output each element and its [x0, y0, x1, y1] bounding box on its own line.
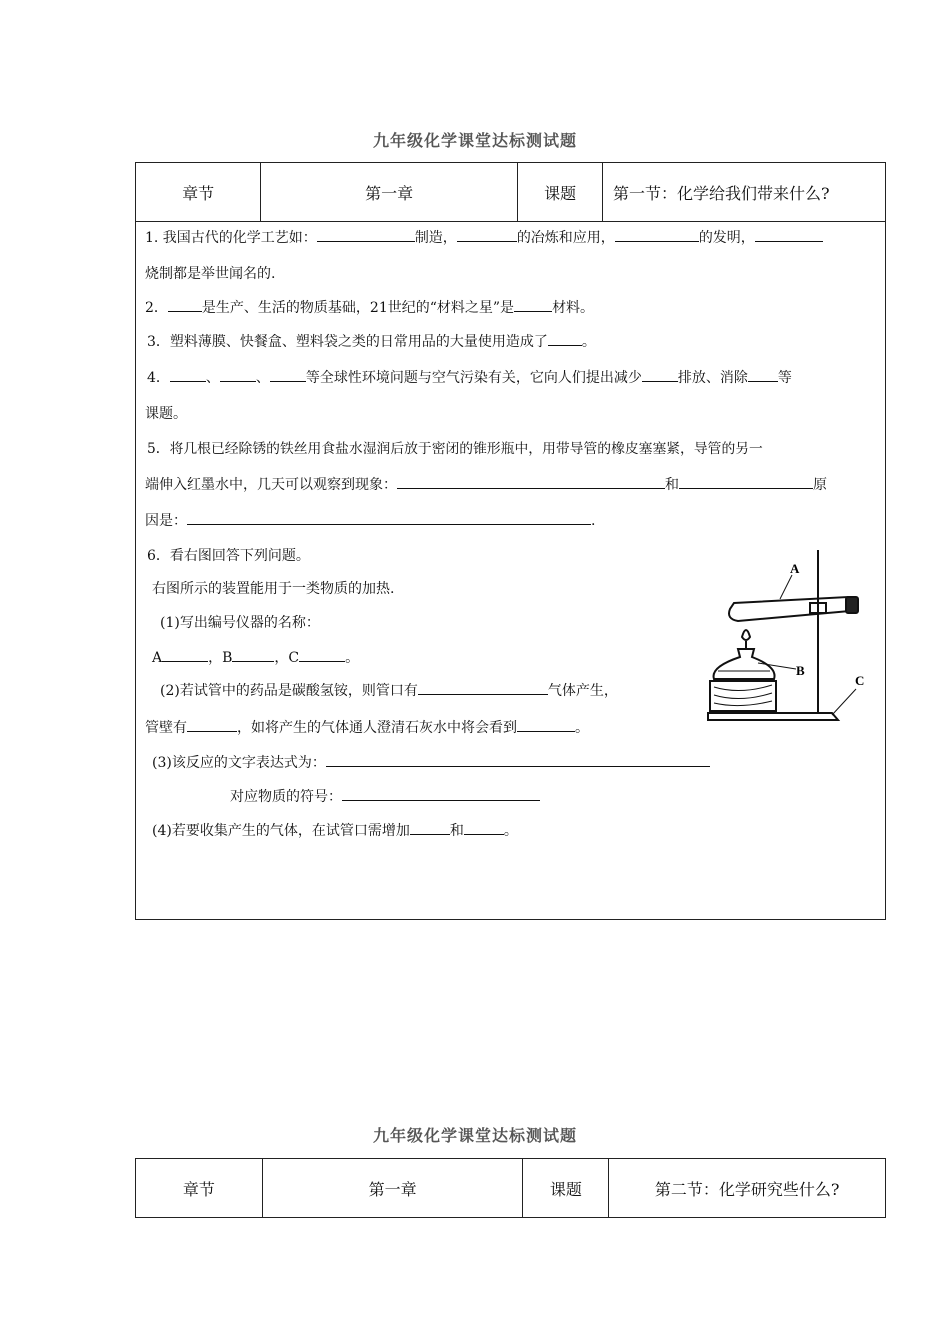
- q6-text: 。: [345, 650, 360, 666]
- label-a: A: [790, 561, 800, 576]
- header-table-1: [135, 162, 886, 222]
- blank: [464, 820, 504, 835]
- q4-text: 4．: [147, 370, 170, 386]
- question-6-intro: 右图所示的装置能用于一类物质的加热.: [152, 581, 395, 597]
- wooden-block: [710, 681, 776, 711]
- topic-value: 第一节：化学给我们带来什么?: [603, 163, 886, 222]
- q4-text: 排放、消除: [677, 370, 748, 386]
- question-6-part-2-line-1: [160, 680, 618, 700]
- question-6-part-3: [152, 752, 710, 772]
- tube-stopper: [846, 597, 858, 613]
- blank: [418, 680, 548, 695]
- blank: [299, 647, 345, 662]
- flame: [742, 630, 750, 640]
- blank: [642, 367, 678, 382]
- question-6-part-1: (1)写出编号仪器的名称：: [160, 615, 320, 631]
- q2-text: 材料。: [552, 300, 595, 316]
- q3-text: 3．塑料薄膜、快餐盒、塑料袋之类的日常用品的大量使用造成了: [147, 334, 548, 350]
- q6-text: (2)若试管中的药品是碳酸氢铵，则管口有: [160, 683, 418, 699]
- blank: [220, 367, 256, 382]
- q6-text: 。: [575, 720, 589, 736]
- header-table-2: [135, 1158, 886, 1218]
- q6-text: 管壁有: [145, 720, 187, 736]
- question-5-line-2: [145, 474, 827, 494]
- blank: [232, 647, 274, 662]
- q5-text: 和: [665, 477, 679, 493]
- blank: [755, 227, 823, 242]
- document-title: 九年级化学课堂达标测试题: [372, 131, 577, 150]
- q5-text: 原: [813, 477, 827, 493]
- question-5-line-3: [145, 510, 595, 530]
- chapter-label: 章节: [136, 1159, 263, 1218]
- blank: [748, 367, 778, 382]
- question-6-part-2-line-2: [145, 717, 589, 737]
- blank: [162, 647, 208, 662]
- q6-text: ，B: [208, 650, 233, 666]
- q1-text: 1. 我国古代的化学工艺如：: [145, 230, 317, 246]
- question-4-line-1: [147, 367, 792, 387]
- blank: [170, 367, 206, 382]
- q6-text: ，如将产生的气体通人澄清石灰水中将会看到: [237, 720, 517, 736]
- q2-text: 2．: [145, 300, 168, 316]
- blank: [326, 752, 710, 767]
- q6-text: A: [152, 650, 163, 666]
- blank: [187, 510, 591, 525]
- q6-text: ，C: [274, 650, 300, 666]
- q6-text: 和: [449, 823, 464, 839]
- q4-text: 等: [777, 370, 792, 386]
- blank: [397, 474, 665, 489]
- q5-text: .: [591, 513, 596, 529]
- q6-text: (4)若要收集产生的气体，在试管口需增加: [152, 823, 410, 839]
- q1-text: 的冶炼和应用，: [516, 230, 615, 246]
- blank: [342, 786, 540, 801]
- q6-text: (3)该反应的文字表达式为：: [152, 755, 326, 771]
- q6-text: 对应物质的符号：: [230, 789, 342, 805]
- blank: [187, 717, 237, 732]
- label-b: B: [796, 663, 805, 678]
- stand-base: [708, 713, 838, 720]
- question-3: [147, 331, 596, 351]
- topic-value: 第二节：化学研究些什么?: [609, 1159, 886, 1218]
- heating-apparatus-figure: [700, 545, 875, 725]
- topic-label: 课题: [523, 1159, 609, 1218]
- blank: [548, 331, 582, 346]
- question-6-part-3-symbols: [230, 786, 540, 806]
- q4-text: 、: [255, 370, 270, 386]
- blank: [679, 474, 813, 489]
- q5-text: 因是：: [145, 513, 187, 529]
- chapter-value: 第一章: [262, 1159, 523, 1218]
- q4-text: 等全球性环境问题与空气污染有关，它向人们提出减少: [305, 370, 642, 386]
- question-6-title: 6．看右图回答下列问题。: [147, 548, 310, 564]
- question-6-part-1-blanks: [152, 647, 359, 667]
- q6-text: 气体产生，: [547, 683, 618, 699]
- blank: [615, 227, 699, 242]
- label-c: C: [855, 673, 865, 688]
- blank: [317, 227, 415, 242]
- question-2: [145, 297, 594, 317]
- chapter-value: 第一章: [261, 163, 518, 222]
- topic-label: 课题: [518, 163, 603, 222]
- q2-text: 是生产、生活的物质基础，21世纪的“材料之星”是: [201, 300, 515, 316]
- test-tube: [729, 597, 850, 621]
- question-6-part-4: [152, 820, 518, 840]
- question-5-line-1: 5．将几根已经除锈的铁丝用食盐水湿润后放于密闭的锥形瓶中，用带导管的橡皮塞塞紧，导管的另一: [147, 441, 763, 457]
- question-1-line-2: 烧制都是举世闻名的.: [145, 266, 276, 282]
- q1-text: 制造，: [414, 230, 457, 246]
- question-1-line-1: [145, 227, 823, 247]
- q1-text: 的发明，: [698, 230, 755, 246]
- question-4-line-2: 课题。: [145, 406, 187, 422]
- document-title-2: 九年级化学课堂达标测试题: [372, 1126, 577, 1145]
- q4-text: 、: [205, 370, 220, 386]
- q3-text: 。: [581, 334, 596, 350]
- blank: [514, 297, 552, 312]
- blank: [457, 227, 517, 242]
- blank: [168, 297, 202, 312]
- chapter-label: 章节: [136, 163, 261, 222]
- blank: [517, 717, 575, 732]
- q5-text: 端伸入红墨水中，几天可以观察到现象：: [145, 477, 397, 493]
- blank: [410, 820, 450, 835]
- blank: [270, 367, 306, 382]
- q6-text: 。: [503, 823, 518, 839]
